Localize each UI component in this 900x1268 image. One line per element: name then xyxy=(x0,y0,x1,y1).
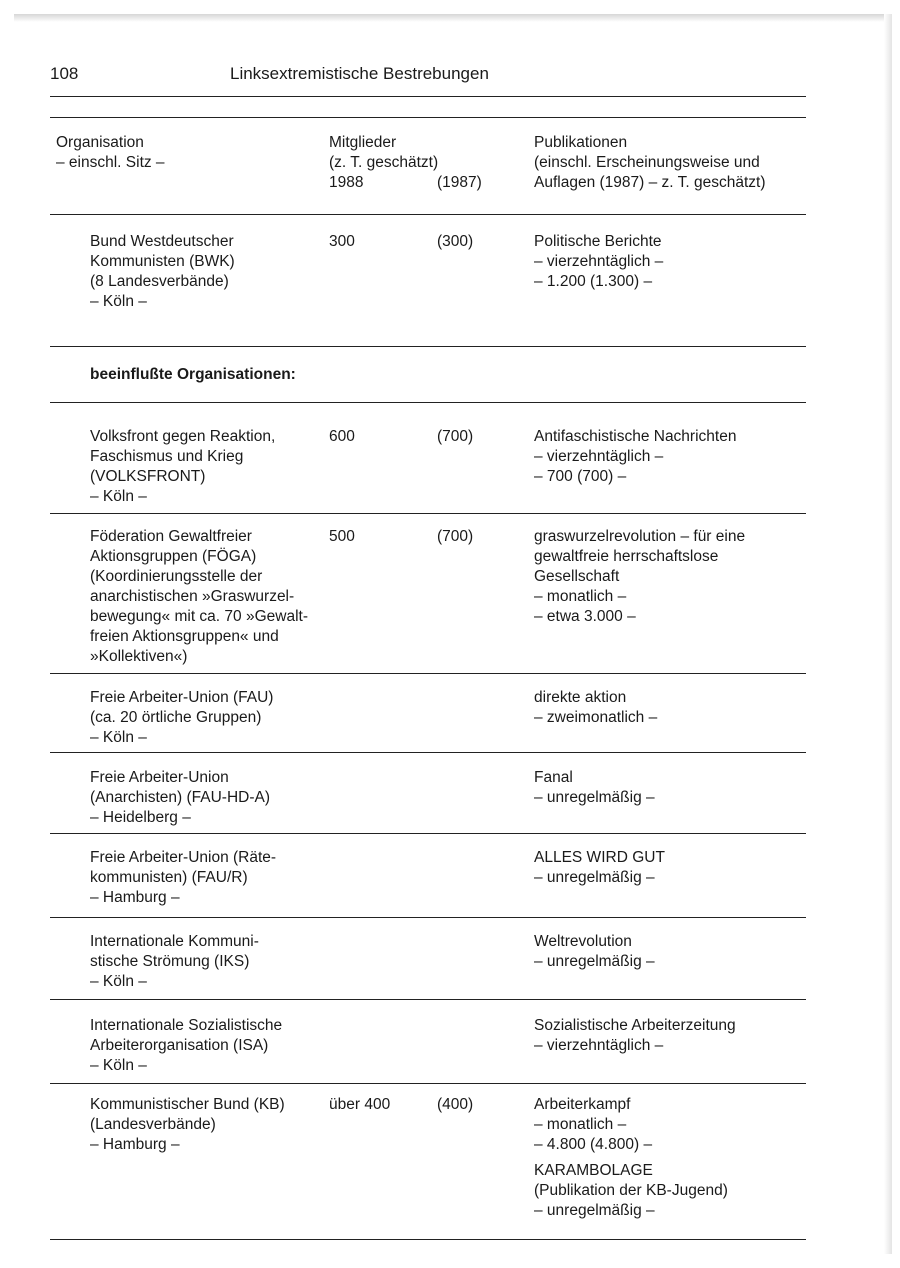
table-top-rule xyxy=(50,117,806,118)
row-divider xyxy=(50,513,806,514)
row-fau-publication: direkte aktion – zweimonatlich – xyxy=(534,689,658,726)
row-volksfront-members-1988: 600 xyxy=(329,428,355,445)
row-divider xyxy=(50,1083,806,1084)
row-divider xyxy=(50,833,806,834)
row-bwk-members-1988: 300 xyxy=(329,233,355,250)
row-kb-members-1988: über 400 xyxy=(329,1096,391,1113)
page-number: 108 xyxy=(50,64,79,83)
row-isa-organisation: Internationale Sozialistische Arbeiterorganisation (ISA) – Köln – xyxy=(90,1017,283,1074)
row-isa-publication: Sozialistische Arbeiterzeitung – vierzehntäglich – xyxy=(534,1017,736,1054)
row-fau-hd-a-organisation: Freie Arbeiter-Union (Anarchisten) (FAU-HD-A) – Heidelberg – xyxy=(90,769,270,826)
row-kb-members-1987: (400) xyxy=(437,1096,474,1113)
column-header-members: Mitglieder (z. T. geschätzt) xyxy=(329,134,439,171)
row-kb-publication-2: KARAMBOLAGE (Publikation der KB-Jugend) – unregelmäßig – xyxy=(534,1162,728,1219)
scan-edge-top xyxy=(14,14,886,22)
row-foega-organisation: Föderation Gewaltfreier Aktionsgruppen (FÖGA) (Koordinierungsstelle der anarchistischen »Graswurzel- bewegung« mit ca. 70 »Gewalt- freien Aktionsgruppen« und »Kollektiven«) xyxy=(90,528,308,665)
row-bwk-organisation: Bund Westdeutscher Kommunisten (BWK) (8 Landesverbände) – Köln – xyxy=(90,233,235,310)
row-iks-organisation: Internationale Kommuni- stische Strömung (IKS) – Köln – xyxy=(90,933,259,990)
row-bwk-members-1987: (300) xyxy=(437,233,474,250)
section-heading: beeinflußte Organisationen: xyxy=(90,366,296,383)
row-volksfront-organisation: Volksfront gegen Reaktion, Faschismus und Krieg (VOLKSFRONT) – Köln – xyxy=(90,428,276,505)
row-volksfront-members-1987: (700) xyxy=(437,428,474,445)
row-iks-publication: Weltrevolution – unregelmäßig – xyxy=(534,933,655,970)
row-foega-members-1988: 500 xyxy=(329,528,355,545)
column-header-organisation: Organisation – einschl. Sitz – xyxy=(56,134,165,171)
scan-edge-right xyxy=(884,14,892,1254)
row-foega-publication: graswurzelrevolution – für eine gewaltfreie herrschaftslose Gesellschaft – monatlich – – etwa 3.000 – xyxy=(534,528,746,625)
row-kb-organisation: Kommunistischer Bund (KB) (Landesverbände) – Hamburg – xyxy=(90,1096,285,1153)
row-divider xyxy=(50,752,806,753)
section-rule-top xyxy=(50,346,806,347)
row-fau-hd-a-publication: Fanal – unregelmäßig – xyxy=(534,769,655,806)
table-bottom-rule xyxy=(50,1239,806,1240)
row-kb-publication: Arbeiterkampf – monatlich – – 4.800 (4.800) – xyxy=(534,1096,653,1153)
row-divider xyxy=(50,673,806,674)
row-volksfront-publication: Antifaschistische Nachrichten – vierzehntäglich – – 700 (700) – xyxy=(534,428,737,485)
row-foega-members-1987: (700) xyxy=(437,528,474,545)
row-fau-organisation: Freie Arbeiter-Union (FAU) (ca. 20 örtliche Gruppen) – Köln – xyxy=(90,689,274,746)
section-rule-bottom xyxy=(50,402,806,403)
column-header-year-1988: 1988 xyxy=(329,174,364,191)
running-title: Linksextremistische Bestrebungen xyxy=(230,64,489,83)
row-divider xyxy=(50,999,806,1000)
column-header-publications: Publikationen (einschl. Erscheinungsweise und Auflagen (1987) – z. T. geschätzt) xyxy=(534,134,766,191)
header-bottom-rule xyxy=(50,214,806,215)
row-bwk-publication: Politische Berichte – vierzehntäglich – – 1.200 (1.300) – xyxy=(534,233,664,290)
column-header-year-1987: (1987) xyxy=(437,174,482,191)
row-fau-r-publication: ALLES WIRD GUT – unregelmäßig – xyxy=(534,849,665,886)
row-fau-r-organisation: Freie Arbeiter-Union (Räte- kommunisten) (FAU/R) – Hamburg – xyxy=(90,849,277,906)
header-rule xyxy=(50,96,806,97)
row-divider xyxy=(50,917,806,918)
